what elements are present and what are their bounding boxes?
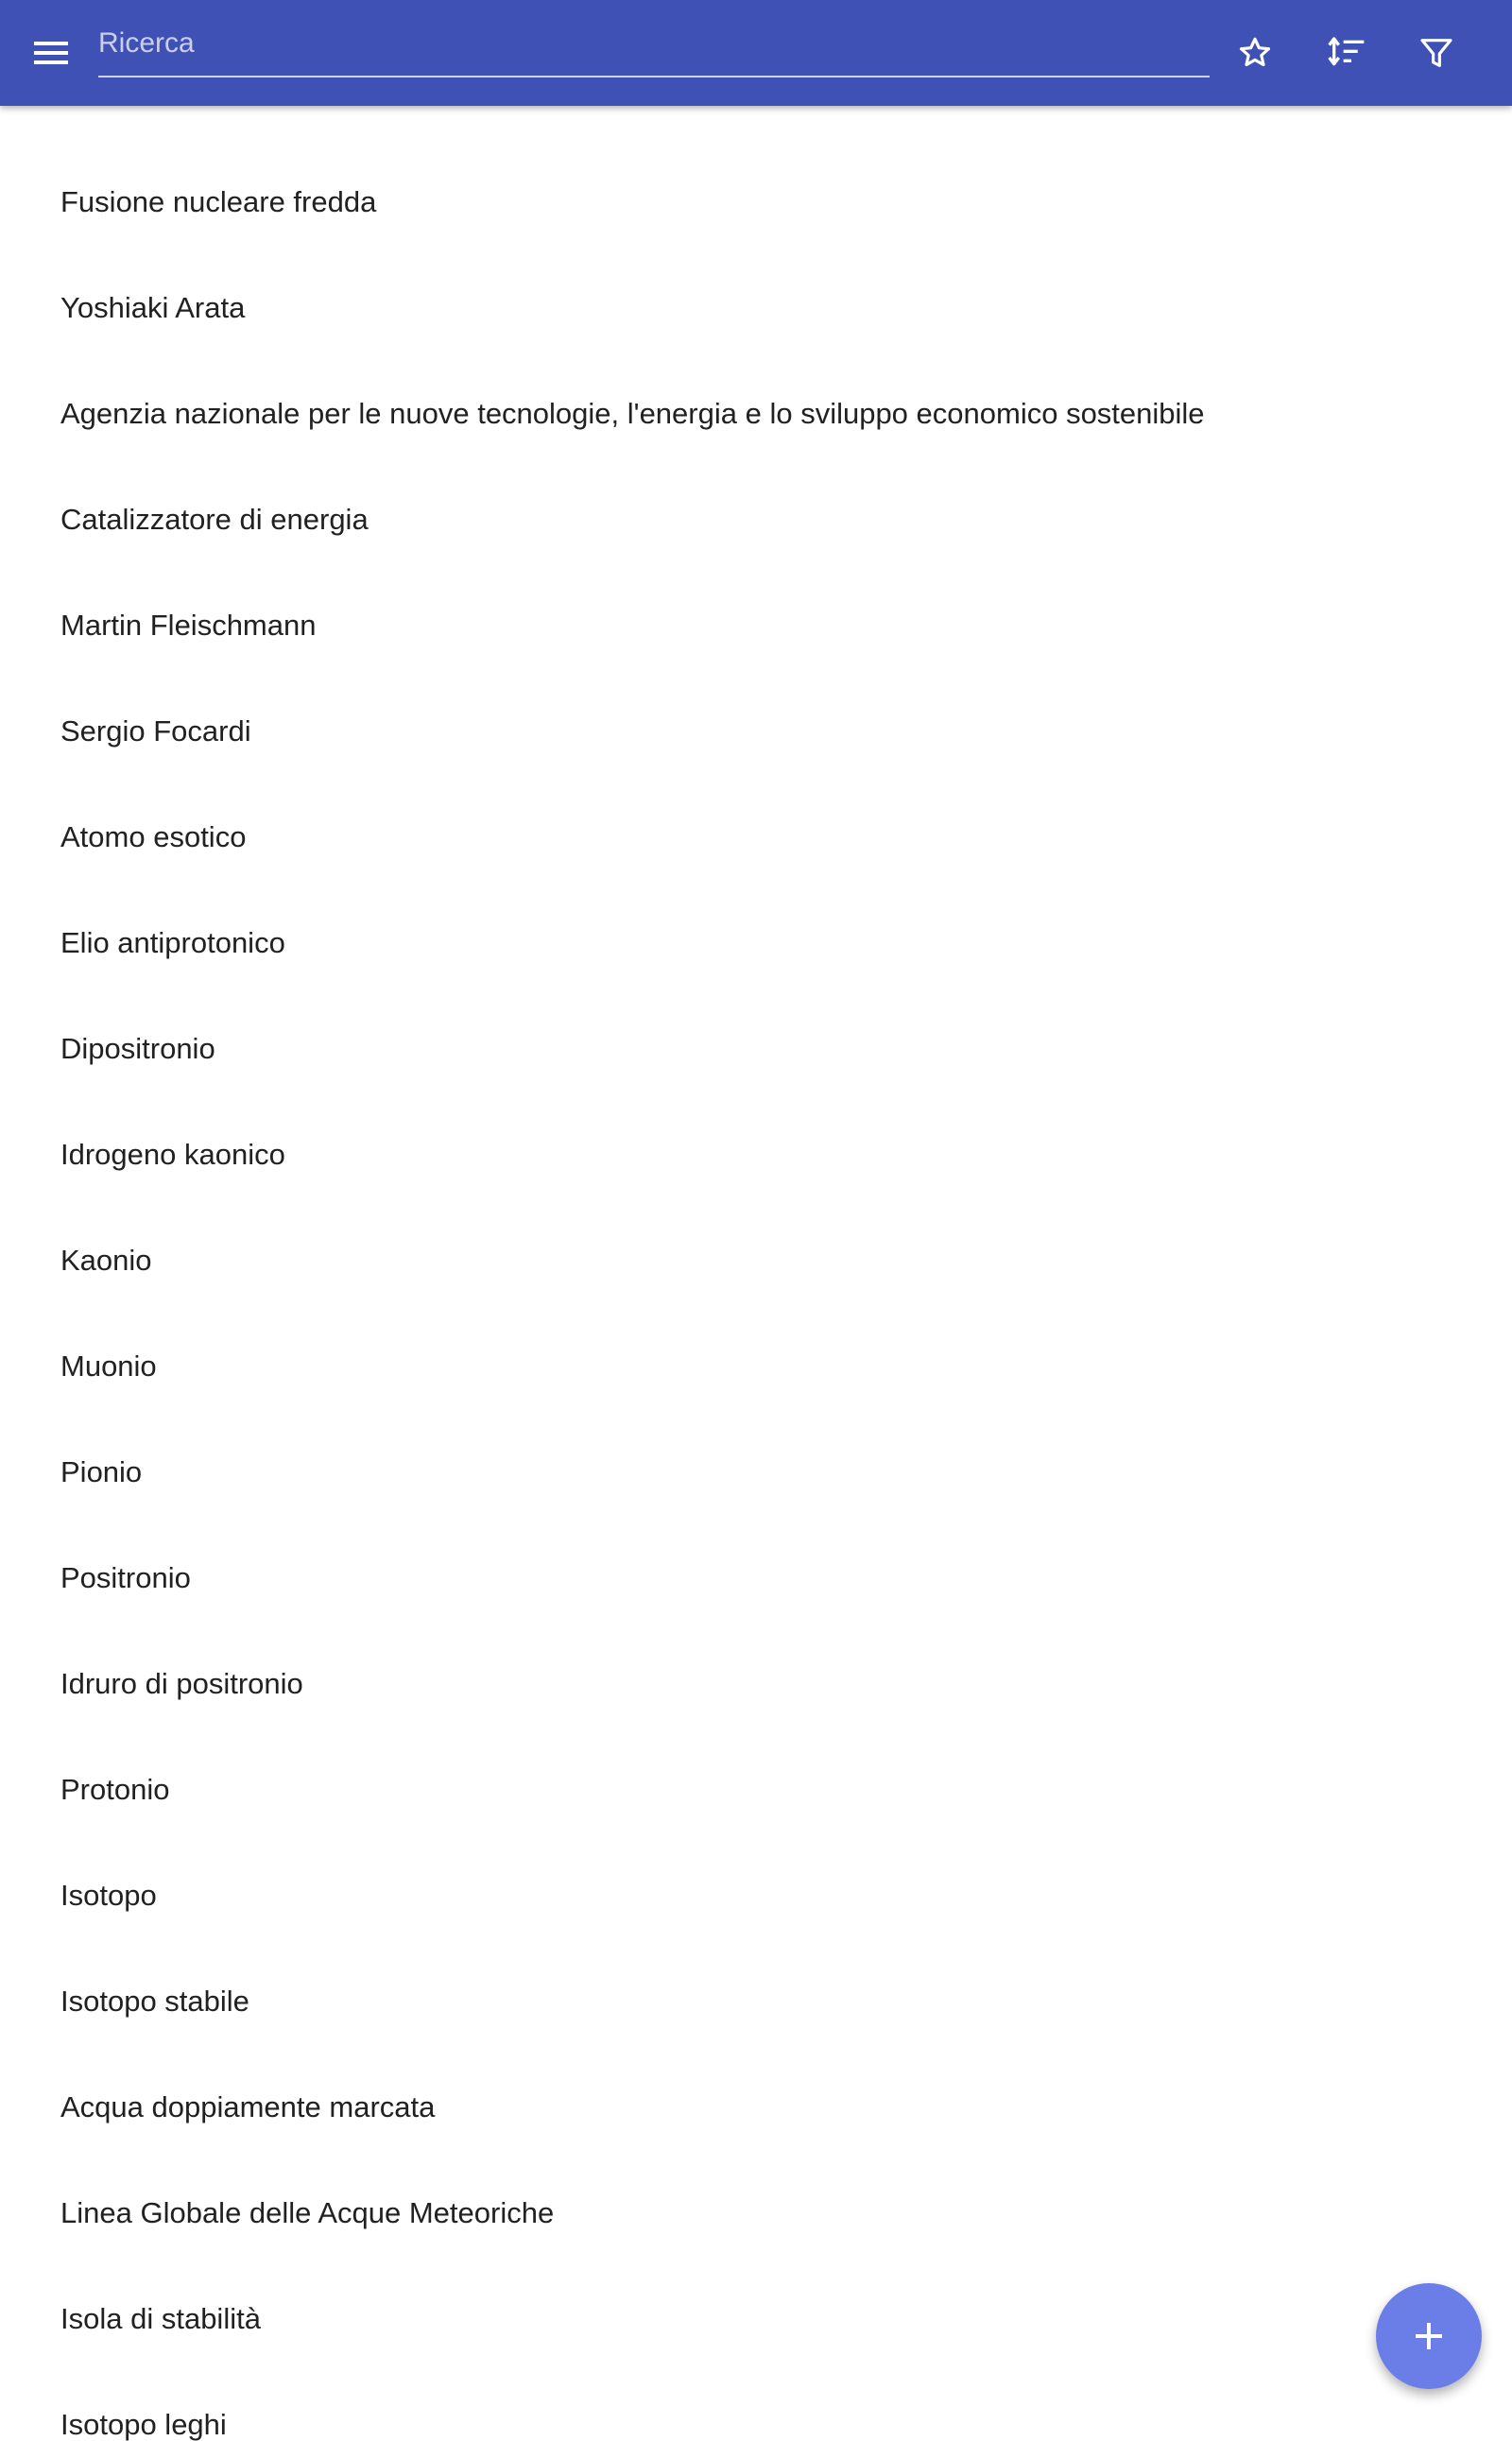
- list-item-label: Linea Globale delle Acque Meteoriche: [60, 2196, 555, 2229]
- list-item-label: Sergio Focardi: [60, 714, 251, 748]
- list-item[interactable]: [0, 953, 1512, 1065]
- list-item[interactable]: [0, 1376, 1512, 1488]
- search-input[interactable]: [98, 17, 1210, 70]
- list-item-label: Elio antiprotonico: [60, 926, 285, 959]
- menu-icon: [32, 36, 70, 70]
- list-item[interactable]: [0, 2011, 1512, 2123]
- list-item-label: Catalizzatore di energia: [60, 503, 369, 536]
- list-item[interactable]: [0, 2117, 1512, 2229]
- search-field: [98, 17, 1210, 77]
- list-item-label: Isotopo leghi: [60, 2408, 227, 2441]
- list-item-label: Yoshiaki Arata: [60, 291, 246, 324]
- list-item-label: Muonio: [60, 1349, 157, 1383]
- list-item[interactable]: [0, 212, 1512, 324]
- list-item-label: Protonio: [60, 1773, 170, 1806]
- list-item-label: Agenzia nazionale per le nuove tecnologie, l'energia e lo sviluppo economico sostenibile: [60, 397, 1205, 430]
- star-outline-icon: [1236, 34, 1274, 72]
- list-item-label: Isotopo: [60, 1879, 157, 1912]
- list-item[interactable]: [0, 1270, 1512, 1383]
- list-item[interactable]: [0, 1905, 1512, 2018]
- list-item-label: Isola di stabilità: [60, 2302, 261, 2335]
- list-item-label: Dipositronio: [60, 1032, 215, 1065]
- list-item[interactable]: [0, 318, 1512, 430]
- list-item-label: Pionio: [60, 1455, 143, 1488]
- list-item-label: Idruro di positronio: [60, 1667, 303, 1700]
- list-item[interactable]: [0, 1799, 1512, 1912]
- list-item-label: Atomo esotico: [60, 820, 247, 853]
- list-item-label: Acqua doppiamente marcata: [60, 2090, 436, 2123]
- filter-button[interactable]: [1408, 25, 1465, 81]
- list-item-label: Fusione nucleare fredda: [60, 185, 377, 218]
- list-item[interactable]: [0, 635, 1512, 748]
- sort-icon: [1326, 34, 1367, 72]
- list-item[interactable]: [0, 106, 1512, 218]
- add-button[interactable]: [1376, 2283, 1482, 2389]
- list-item-label: Isotopo stabile: [60, 1985, 249, 2018]
- list-item[interactable]: [0, 1164, 1512, 1277]
- list-item[interactable]: [0, 1058, 1512, 1171]
- list-item-label: Positronio: [60, 1561, 191, 1594]
- list-item[interactable]: [0, 423, 1512, 536]
- list-item[interactable]: [0, 2329, 1512, 2441]
- results-list: [0, 106, 1512, 2441]
- plus-icon: [1410, 2317, 1448, 2355]
- list-item[interactable]: [0, 1482, 1512, 1594]
- filter-icon: [1418, 34, 1455, 72]
- app-bar: [0, 0, 1512, 106]
- list-item[interactable]: [0, 2223, 1512, 2335]
- favorites-button[interactable]: [1227, 25, 1283, 81]
- list-item-label: Martin Fleischmann: [60, 609, 317, 642]
- list-item[interactable]: [0, 1588, 1512, 1700]
- list-item[interactable]: [0, 529, 1512, 642]
- list-item[interactable]: [0, 741, 1512, 853]
- list-item[interactable]: [0, 847, 1512, 959]
- list-item[interactable]: [0, 1693, 1512, 1806]
- menu-button[interactable]: [25, 26, 81, 79]
- sort-button[interactable]: [1316, 25, 1373, 81]
- list-item-label: Idrogeno kaonico: [60, 1138, 285, 1171]
- list-item-label: Kaonio: [60, 1244, 152, 1277]
